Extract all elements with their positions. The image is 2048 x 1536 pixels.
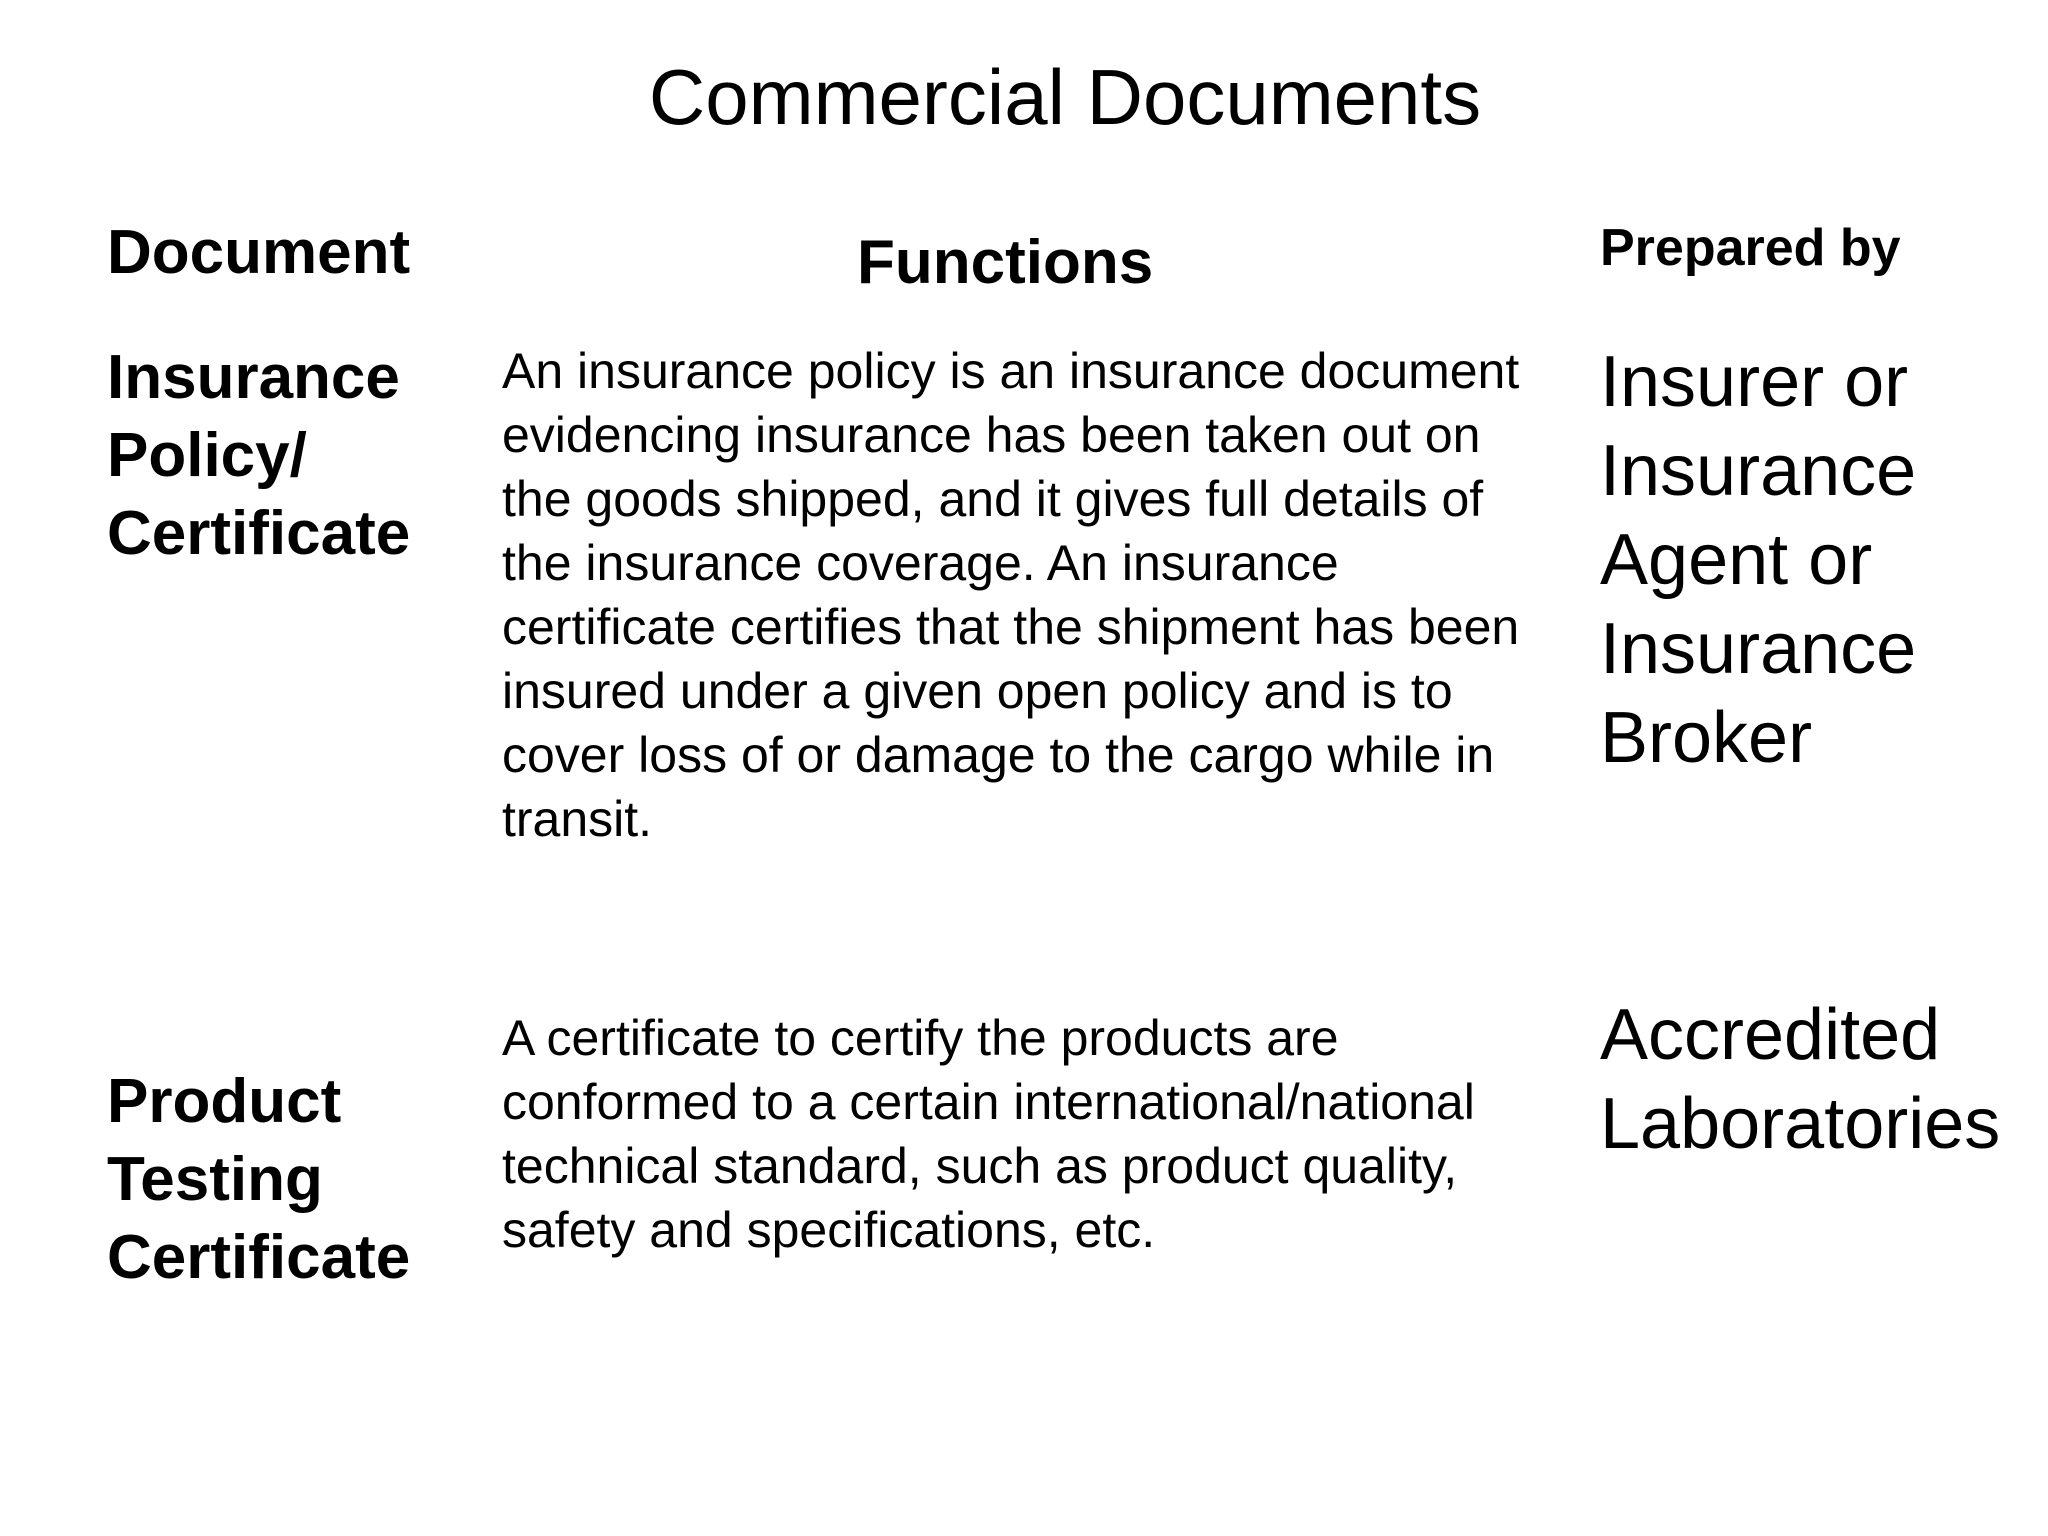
row-product-testing-document: Product Testing Certificate: [107, 1067, 411, 1292]
column-header-prepared-by: Prepared by: [1600, 219, 1901, 277]
row-insurance-prepared-by: Insurer or Insurance Agent or Insurance Broker: [1600, 342, 1917, 778]
row-insurance-document: Insurance Policy/ Certificate: [107, 343, 411, 568]
row-product-testing-functions: A certificate to certify the products are conformed to a certain international/national technical standard, such as product quality, safety and specifications, etc.: [502, 1010, 1475, 1258]
row-insurance-functions: An insurance policy is an insurance document evidencing insurance has been taken out on the goods shipped, and it gives full details of the insurance coverage. An insurance certificate certifies that the shipment has been insured under a given open policy and is to cover loss of or damage to the cargo while in transit.: [502, 343, 1520, 847]
row-product-testing-prepared-by: Accredited Laboratories: [1600, 995, 2001, 1164]
column-header-document: Document: [107, 218, 411, 287]
column-header-functions: Functions: [857, 228, 1154, 297]
page-title: Commercial Documents: [648, 53, 1482, 141]
